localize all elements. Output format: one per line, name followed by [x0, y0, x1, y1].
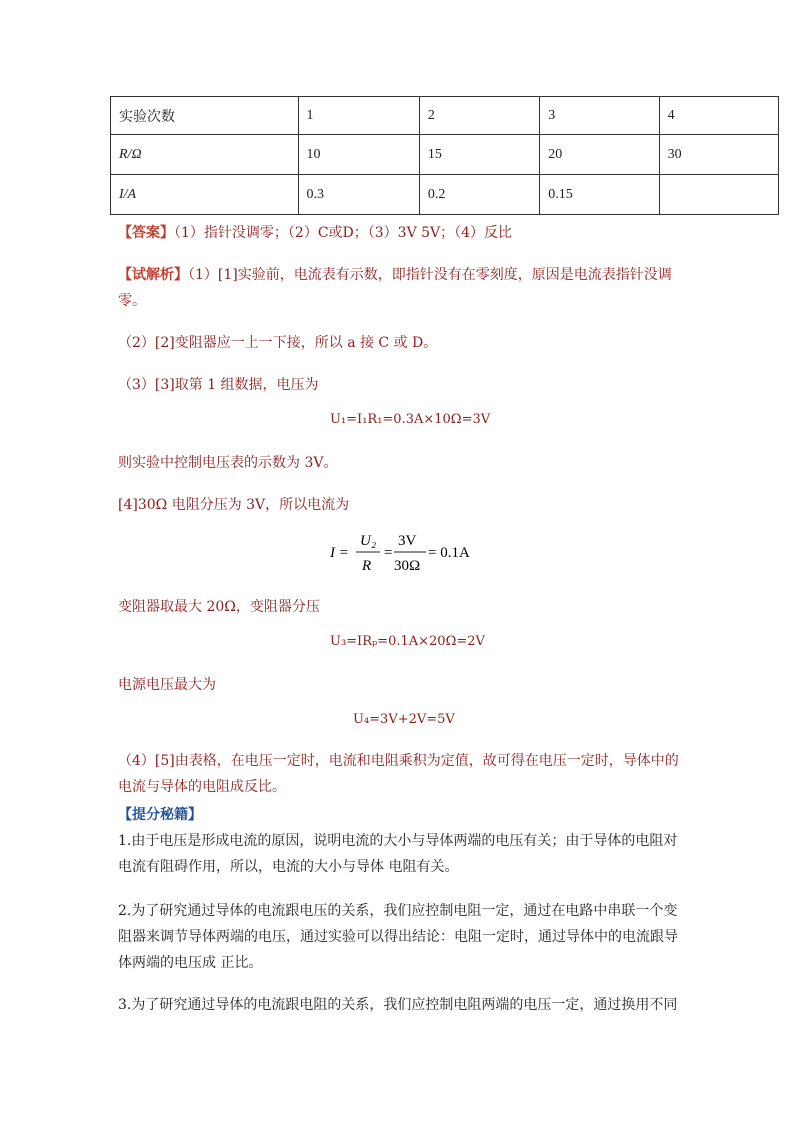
analysis-text: 电流与导体的电阻成反比。	[118, 779, 286, 795]
frac-num2: 3V	[398, 533, 417, 549]
table-cell: 20	[540, 135, 659, 175]
table-cell: 4	[659, 97, 778, 135]
answer-label: 【答案】	[118, 225, 174, 241]
analysis-text: （3）[3]取第 1 组数据，电压为	[118, 377, 319, 393]
equation: U₄=3V+2V=5V	[353, 712, 455, 727]
tips-paragraph-2	[118, 898, 688, 976]
table-cell: 2	[419, 97, 539, 135]
table-cell: 0.3	[298, 175, 419, 215]
tips-text: 体两端的电压成 正比。	[118, 955, 263, 971]
tips-paragraph-1	[118, 828, 688, 880]
table-cell: R/Ω	[111, 135, 299, 175]
answer-line	[118, 222, 512, 242]
analysis-text: （4）[5]由表格，在电压一定时，电流和电阻乘积为定值，故可得在电压一定时，导体中的	[118, 753, 679, 769]
analysis-text: （2）[2]变阻器应一上一下接，所以 a 接 C 或 D。	[118, 335, 438, 351]
tips-text: 2.为了研究通过导体的电流跟电压的关系，我们应控制电阻一定，通过在电路中串联一个变	[118, 903, 678, 919]
equation: U₃=IRₚ=0.1A×20Ω=2V	[330, 634, 485, 649]
tips-text: 阻器来调节导体两端的电压，通过实验可以得出结论：电阻一定时，通过导体中的电流跟导	[118, 929, 678, 945]
analysis-text: [4]30Ω 电阻分压为 3V，所以电流为	[118, 497, 350, 513]
experiment-table	[110, 96, 779, 215]
analysis-text: 则实验中控制电压表的示数为 3V。	[118, 455, 338, 471]
table-cell: I/A	[111, 175, 299, 215]
fraction-equation	[328, 530, 478, 574]
tips-text: 电流有阻碍作用，所以，电流的大小与导体 电阻有关。	[118, 859, 459, 875]
table-cell: 0.15	[540, 175, 659, 215]
table-row	[111, 135, 779, 175]
table-cell: 3	[540, 97, 659, 135]
table-cell: 0.2	[419, 175, 539, 215]
table-cell: 实验次数	[111, 97, 299, 135]
table-cell: 10	[298, 135, 419, 175]
tips-heading: 【提分秘籍】	[118, 807, 202, 823]
frac-lhs: I =	[330, 545, 349, 561]
analysis-line-1	[118, 264, 672, 284]
table-cell: 30	[659, 135, 778, 175]
analysis-text: （1）[1]实验前，电流表有示数，即指针没有在零刻度，原因是电流表指针没调	[188, 267, 672, 283]
table-cell: 15	[419, 135, 539, 175]
table-row	[111, 97, 779, 135]
frac-den: R	[362, 558, 372, 574]
tips-text: 1.由于电压是形成电流的原因，说明电流的大小与导体两端的电压有关；由于导体的电阻对	[118, 833, 678, 849]
table-cell: 1	[298, 97, 419, 135]
frac-rhs: = 0.1A	[428, 545, 470, 561]
frac-eq: =	[384, 545, 393, 561]
analysis-text: 电源电压最大为	[118, 677, 216, 693]
table-row	[111, 175, 779, 215]
frac-num: U₂	[360, 533, 377, 549]
analysis-text: 零。	[118, 293, 146, 309]
equation: U₁=I₁R₁=0.3A×10Ω=3V	[330, 412, 491, 427]
tips-paragraph-3	[118, 992, 688, 1018]
table-cell	[659, 175, 778, 215]
frac-den2: 30Ω	[394, 558, 421, 574]
analysis-label: 【试解析】	[118, 267, 188, 283]
answer-text: （1）指针没调零；（2）C或D；（3）3V 5V；（4）反比	[174, 225, 513, 241]
tips-text: 3.为了研究通过导体的电流跟电阻的关系，我们应控制电阻两端的电压一定，通过换用不同	[118, 997, 678, 1013]
analysis-text: 变阻器取最大 20Ω，变阻器分压	[118, 599, 320, 615]
